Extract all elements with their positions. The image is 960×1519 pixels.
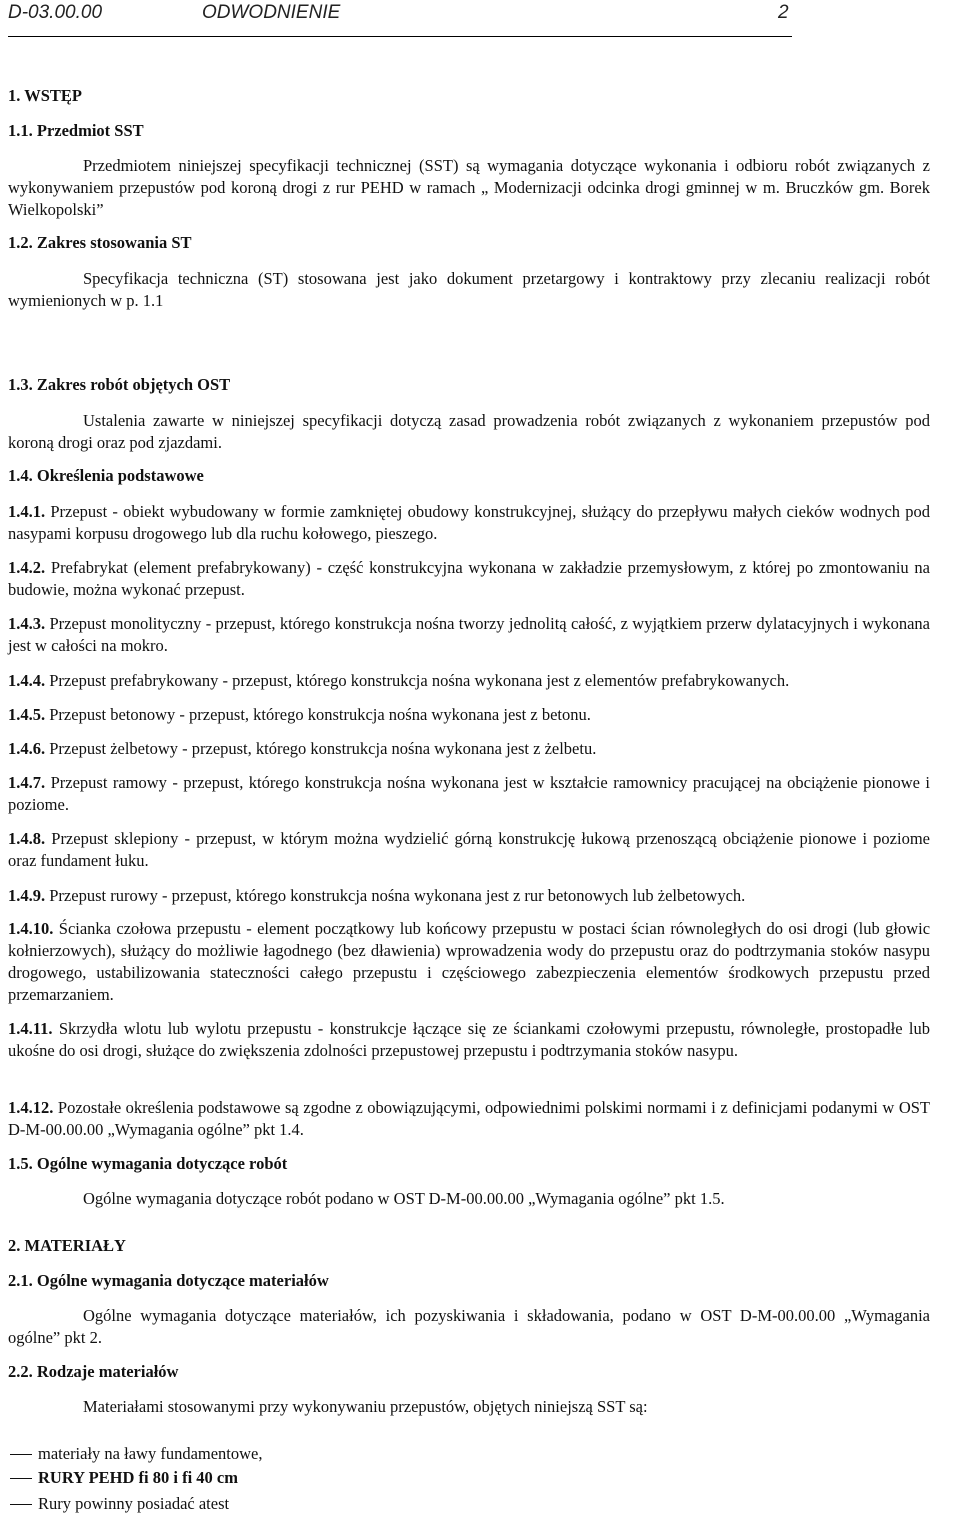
definition-1-4-6: 1.4.6. Przepust żelbetowy - przepust, którego konstrukcja nośna wykonana jest z żelbetu. bbox=[8, 739, 597, 758]
section-2-2-heading: 2.2. Rodzaje materiałów bbox=[8, 1362, 179, 1381]
section-1-3-heading: 1.3. Zakres robót objętych OST bbox=[8, 375, 231, 394]
list-dash bbox=[10, 1478, 32, 1479]
definition-1-4-10: 1.4.10. Ścianka czołowa przepustu - element początkowy lub końcowy przepustu w postaci ścian równoległych do osi drogi (lub głowic kołnierzowych), służący do możliwie łagodnego (bez dławienia) wprowadzenia wody do przepustu oraz do podtrzymania stoków nasypu drogowego, ustabilizowania stateczności całego przepustu i częściowego zabezpieczenia elementów środkowych przepustu przed przemarzaniem. bbox=[8, 919, 931, 1004]
section-1-5-text: Ogólne wymagania dotyczące robót podano w OST D-M-00.00.00 „Wymagania ogólne” pkt 1.5. bbox=[83, 1189, 725, 1208]
section-1-2-heading: 1.2. Zakres stosowania ST bbox=[8, 233, 192, 252]
section-2-heading: 2. MATERIAŁY bbox=[8, 1236, 126, 1255]
definition-1-4-3: 1.4.3. Przepust monolityczny - przepust, którego konstrukcja nośna tworzy jednolitą całość, z wyjątkiem przerw dylatacyjnych i wykonana jest w całości na mokro. bbox=[8, 614, 931, 655]
list-item: materiały na ławy fundamentowe, bbox=[38, 1444, 263, 1463]
definition-1-4-8: 1.4.8. Przepust sklepiony - przepust, w którym można wydzielić górną konstrukcję łukową przenoszącą obciążenie pionowe i poziome oraz fundament łuku. bbox=[8, 829, 930, 870]
list-dash bbox=[10, 1504, 32, 1505]
section-1-3-text: Ustalenia zawarte w niniejszej specyfikacji dotyczą zasad prowadzenia robót związanych z wykonaniem przepustów pod koroną drogi oraz pod zjazdami. bbox=[8, 411, 930, 452]
definition-1-4-4: 1.4.4. Przepust prefabrykowany - przepust, którego konstrukcja nośna wykonana jest z elementów prefabrykowanych. bbox=[8, 671, 790, 690]
definition-1-4-5: 1.4.5. Przepust betonowy - przepust, którego konstrukcja nośna wykonana jest z betonu. bbox=[8, 705, 591, 724]
definition-1-4-11: 1.4.11. Skrzydła wlotu lub wylotu przepustu - konstrukcje łączące się ze ściankami czołowymi przepustu, równoległe, prostopadłe lub ukośne do osi drogi, służące do zwiększenia zdolności przepustowej przepustu i podtrzymania stoków nasypu. bbox=[8, 1019, 930, 1060]
section-1-5-heading: 1.5. Ogólne wymagania dotyczące robót bbox=[8, 1154, 288, 1173]
section-1-2-text: Specyfikacja techniczna (ST) stosowana jest jako dokument przetargowy i kontraktowy przy zlecaniu realizacji robót wymienionych w p. 1.1 bbox=[8, 269, 930, 310]
definition-1-4-9: 1.4.9. Przepust rurowy - przepust, którego konstrukcja nośna wykonana jest z rur betonowych lub żelbetowych. bbox=[8, 886, 746, 905]
document-code: D-03.00.00 bbox=[8, 2, 103, 23]
definition-1-4-1: 1.4.1. Przepust - obiekt wybudowany w formie zamkniętej obudowy konstrukcyjnej, służący do przepływu małych cieków wodnych pod nasypami korpusu drogowego lub dla ruchu kołowego, pieszego. bbox=[8, 502, 930, 543]
section-2-2-text: Materiałami stosowanymi przy wykonywaniu przepustów, objętych niniejszą SST są: bbox=[83, 1397, 648, 1416]
definition-1-4-12: 1.4.12. Pozostałe określenia podstawowe są zgodne z obowiązującymi, odpowiednimi polskimi normami i z definicjami podanymi w OST D-M-00.00.00 „Wymagania ogólne” pkt 1.4. bbox=[8, 1098, 930, 1139]
page-number: 2 bbox=[778, 2, 789, 23]
section-2-1-heading: 2.1. Ogólne wymagania dotyczące materiałów bbox=[8, 1271, 329, 1290]
section-1-1-text: Przedmiotem niniejszej specyfikacji technicznej (SST) są wymagania dotyczące wykonania i odbioru robót związanych z wykonywaniem przepustów pod koroną drogi z rur PEHD w ramach „ Modernizacji odcinka drogi gminnej w m. Bruczków gm. Borek Wielkopolski” bbox=[8, 156, 930, 219]
section-2-1-text: Ogólne wymagania dotyczące materiałów, ich pozyskiwania i składowania, podano w OST D-M-00.00.00 „Wymagania ogólne” pkt 2. bbox=[8, 1306, 930, 1347]
page-header bbox=[8, 0, 792, 37]
list-item: RURY PEHD fi 80 i fi 40 cm bbox=[38, 1468, 238, 1487]
definition-1-4-7: 1.4.7. Przepust ramowy - przepust, którego konstrukcja nośna wykonana jest w kształcie ramownicy pracującej na obciążenie pionowe i poziome. bbox=[8, 773, 930, 814]
definition-1-4-2: 1.4.2. Prefabrykat (element prefabrykowany) - część konstrukcyjna wykonana w zakładzie przemysłowym, z której po zmontowaniu na budowie, można wykonać przepust. bbox=[8, 558, 931, 599]
document-title: ODWODNIENIE bbox=[202, 2, 341, 23]
section-1-heading: 1. WSTĘP bbox=[8, 86, 82, 105]
section-1-4-heading: 1.4. Określenia podstawowe bbox=[8, 466, 204, 485]
section-1-1-heading: 1.1. Przedmiot SST bbox=[8, 121, 144, 140]
list-dash bbox=[10, 1454, 32, 1455]
list-item: Rury powinny posiadać atest bbox=[38, 1494, 230, 1513]
